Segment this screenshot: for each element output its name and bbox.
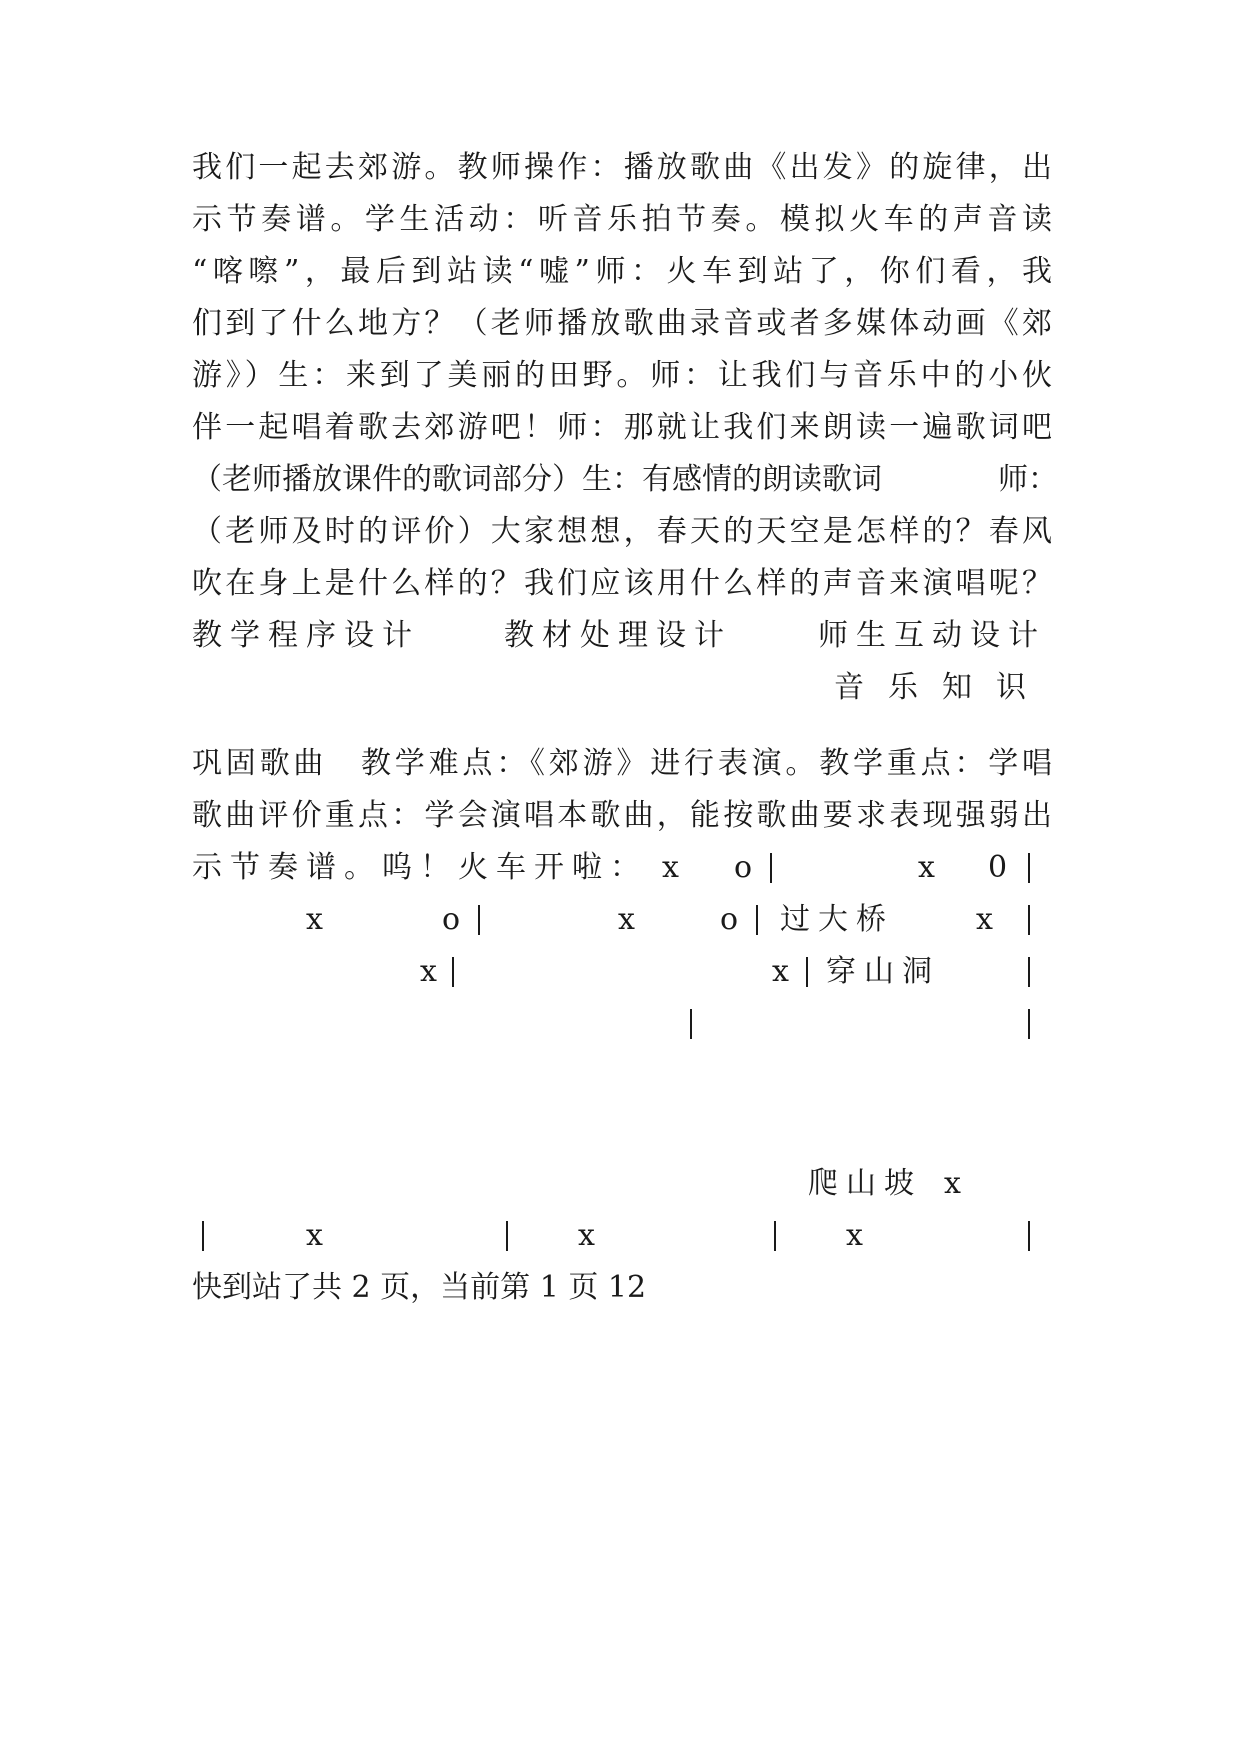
header-material-design: 教材处理设计 (504, 618, 732, 653)
rhythm-x: x (618, 902, 635, 937)
bar-line (506, 1221, 508, 1251)
rhythm-x: x (306, 1218, 323, 1253)
paragraph-line-5: 游》）生：来到了美丽的田野。师：让我们与音乐中的小伙 (192, 358, 1052, 393)
rhythm-x: x (918, 850, 935, 885)
bar-line (756, 905, 758, 935)
bar-line (1028, 1009, 1030, 1039)
page-footer: 快到站了共 2 页，当前第 1 页 12 (192, 1270, 647, 1305)
rhythm-rest: o (442, 902, 461, 937)
header-interaction-design: 师生互动设计 (818, 618, 1046, 653)
rhythm-x: x (976, 902, 993, 937)
rhythm-x: x (662, 850, 679, 885)
bar-line (806, 957, 808, 987)
bar-line (690, 1009, 692, 1039)
paragraph-line-7: （老师播放课件的歌词部分）生：有感情的朗读歌词 (192, 462, 882, 497)
bar-line (1028, 1221, 1030, 1251)
rhythm-intro: 示节奏谱。呜！火车开啦： (192, 850, 648, 885)
paragraph-line-8: （老师及时的评价）大家想想，春天的天空是怎样的？春风 (192, 514, 1052, 549)
teacher-label: 师： (998, 462, 1058, 497)
paragraph-line-4: 们到了什么地方？（老师播放歌曲录音或者多媒体动画《郊 (192, 306, 1052, 341)
lyric-bridge: 过大桥 (780, 902, 894, 937)
lyric-cave: 穿山洞 (826, 954, 940, 989)
rhythm-x: x (578, 1218, 595, 1253)
bar-line (1028, 957, 1030, 987)
rhythm-x: x (772, 954, 789, 989)
lyric-slope: 爬山坡 (808, 1166, 922, 1201)
rhythm-x: x (306, 902, 323, 937)
rhythm-x: x (944, 1166, 961, 1201)
rhythm-x: x (420, 954, 437, 989)
bar-line (452, 957, 454, 987)
paragraph-line-1: 我们一起去郊游。教师操作：播放歌曲《出发》的旋律，出 (192, 150, 1052, 185)
paragraph-line-9: 吹在身上是什么样的？我们应该用什么样的声音来演唱呢？ (192, 566, 1052, 601)
bar-line (478, 905, 480, 935)
rhythm-x: x (846, 1218, 863, 1253)
rhythm-rest: o (720, 902, 739, 937)
rhythm-zero: 0 (988, 850, 1008, 885)
paragraph-line-2: 示节奏谱。学生活动：听音乐拍节奏。模拟火车的声音读 (192, 202, 1052, 237)
bar-line (1028, 905, 1030, 935)
rhythm-rest: o (734, 850, 753, 885)
header-music-knowledge: 音乐知识 (834, 670, 1050, 705)
header-program-design: 教学程序设计 (192, 618, 420, 653)
bar-line (774, 1221, 776, 1251)
bar-line (1028, 853, 1030, 883)
paragraph-line-6: 伴一起唱着歌去郊游吧！师：那就让我们来朗读一遍歌词吧 (192, 410, 1052, 445)
paragraph-line-3: “喀嚓”，最后到站读“嘘”师：火车到站了，你们看，我 (192, 254, 1052, 289)
body2-line-2: 歌曲评价重点：学会演唱本歌曲，能按歌曲要求表现强弱出 (192, 798, 1052, 833)
bar-line (770, 853, 772, 883)
bar-line (202, 1221, 204, 1251)
body2-line-1: 巩固歌曲 教学难点：《郊游》进行表演。教学重点：学唱 (192, 746, 1052, 781)
